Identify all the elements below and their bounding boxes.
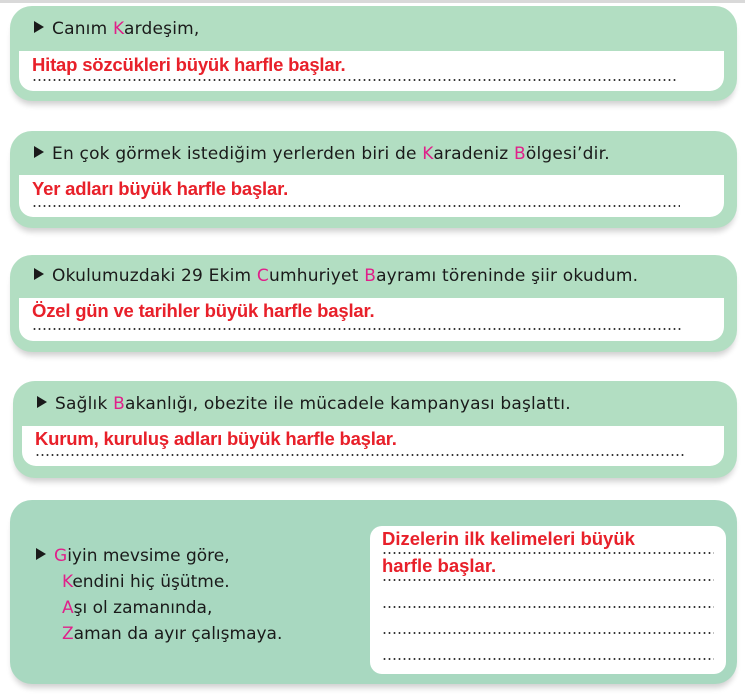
poem-line: Zaman da ayır çalışmaya. xyxy=(62,624,283,644)
highlighted-capital: K xyxy=(112,19,125,39)
poem xyxy=(36,543,282,647)
answer-text: Kurum, kuruluş adları büyük harfle başlar. xyxy=(35,428,397,449)
dotted-answer-line xyxy=(32,328,682,330)
dotted-answer-line xyxy=(32,79,677,81)
answer-field[interactable] xyxy=(19,175,724,217)
answer-field[interactable] xyxy=(22,426,724,466)
highlighted-capital: B xyxy=(514,144,526,164)
poem-answer-field[interactable] xyxy=(370,526,726,674)
poem-line: Kendini hiç üşütme. xyxy=(62,572,230,592)
exercise-box-1 xyxy=(10,6,737,101)
arrow-bullet-icon xyxy=(36,548,46,560)
dotted-answer-line xyxy=(382,552,714,554)
dotted-answer-line xyxy=(382,579,714,581)
example-sentence: Canım Kardeşim, xyxy=(34,19,200,39)
answer-field[interactable] xyxy=(19,298,724,341)
answer-text: Yer adları büyük harfle başlar. xyxy=(32,178,289,199)
highlighted-capital: B xyxy=(364,266,377,286)
arrow-bullet-icon xyxy=(37,396,47,408)
dotted-answer-line xyxy=(32,205,680,207)
example-sentence: Sağlık Bakanlığı, obezite ile mücadele kampanyası başlattı. xyxy=(37,394,571,414)
poem-line: Giyin mevsime göre, xyxy=(36,543,282,569)
example-sentence: Okulumuzdaki 29 Ekim Cumhuriyet Bayramı töreninde şiir okudum. xyxy=(34,266,638,286)
exercise-box-3 xyxy=(10,255,737,352)
dotted-answer-line xyxy=(382,606,714,608)
answer-text: Hitap sözcükleri büyük harfle başlar. xyxy=(32,54,346,75)
top-border-strip xyxy=(0,0,745,3)
answer-field[interactable] xyxy=(19,51,724,91)
answer-text-line-1: Dizelerin ilk kelimeleri büyük xyxy=(382,528,635,549)
dotted-answer-line xyxy=(382,658,714,660)
highlighted-capital: Z xyxy=(62,624,74,644)
arrow-bullet-icon xyxy=(34,21,44,33)
exercise-box-2 xyxy=(10,131,737,228)
highlighted-capital: K xyxy=(62,572,73,592)
exercise-box-4 xyxy=(13,381,737,478)
dotted-answer-line xyxy=(35,454,685,456)
arrow-bullet-icon xyxy=(34,268,44,280)
example-sentence: En çok görmek istediğim yerlerden biri de Karadeniz Bölgesi’dir. xyxy=(34,144,610,164)
answer-text: Özel gün ve tarihler büyük harfle başlar. xyxy=(32,300,375,321)
highlighted-capital: K xyxy=(422,144,434,164)
poem-line: Aşı ol zamanında, xyxy=(62,598,213,618)
dotted-answer-line xyxy=(382,632,714,634)
highlighted-capital: A xyxy=(62,598,74,618)
highlighted-capital: B xyxy=(113,394,125,414)
answer-text-line-2: harfle başlar. xyxy=(382,555,497,576)
highlighted-capital: G xyxy=(54,546,68,566)
highlighted-capital: C xyxy=(256,266,269,286)
arrow-bullet-icon xyxy=(34,146,44,158)
